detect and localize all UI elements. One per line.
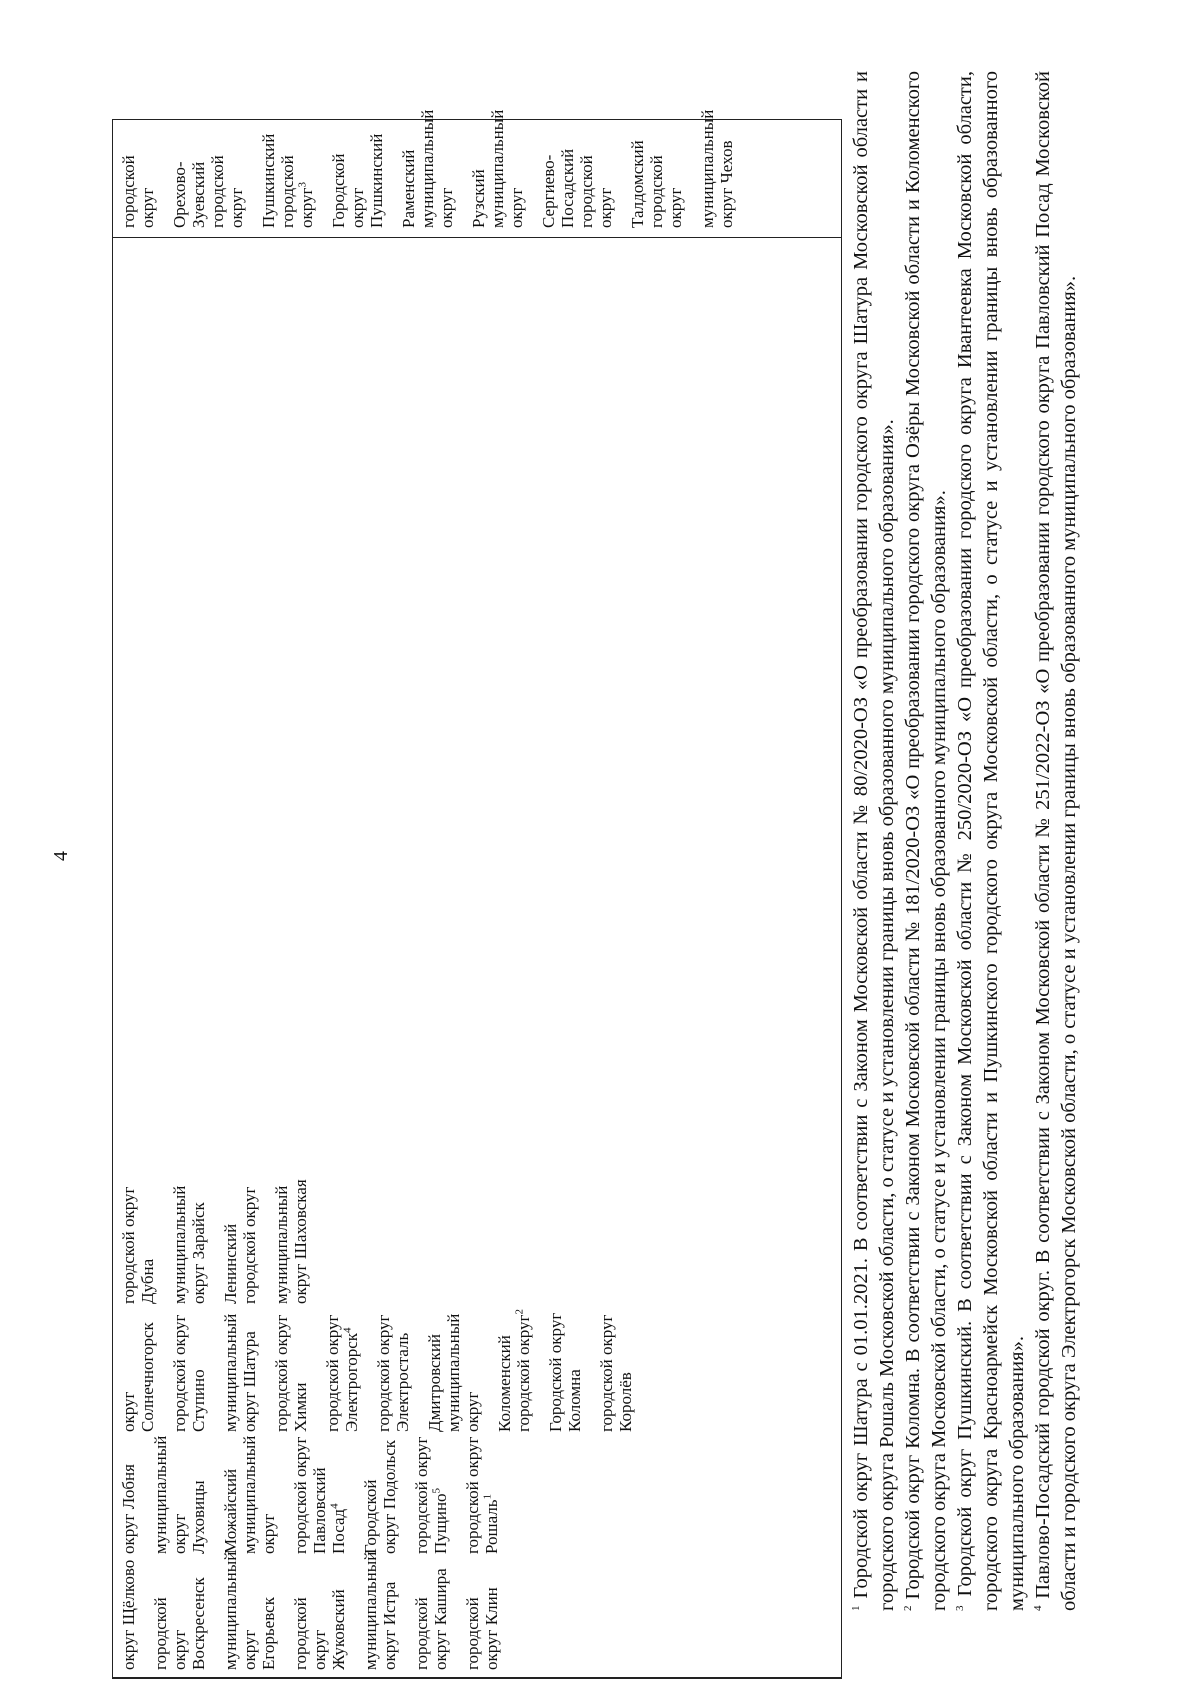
footnote-ref: 2 — [513, 1308, 526, 1315]
footnote-ref: 4 — [328, 1503, 341, 1509]
table-cell: городской округ Воскресенск — [151, 1577, 208, 1670]
table-cell: муниципальный округ Шаховская — [272, 1179, 310, 1304]
table-cell: городской округ Пущино$^5$ — [412, 1436, 450, 1554]
footnote-ref: 3 — [296, 181, 309, 188]
page-number: 4 — [50, 851, 72, 861]
table-cell: городской округ Электрогорск$^4$ — [323, 1314, 361, 1432]
table-cell: Можайский муниципальный округ — [221, 1435, 278, 1554]
table-cell: городской округ Клин — [463, 1587, 501, 1670]
table-cell: Орехово-Зуевский городской округ — [170, 155, 246, 228]
table-cell: муниципальный округ Егорьевск — [221, 1551, 278, 1670]
table-cell: городской округ Химки — [272, 1314, 310, 1432]
table-cell: округ Лобня — [119, 1464, 138, 1554]
table-cell: Городской округ Пушкинский — [329, 133, 386, 228]
footnote-ref: 1 — [481, 1493, 494, 1500]
table-cell: городской округ — [119, 155, 157, 228]
footnote-ref: 5 — [430, 1487, 443, 1494]
table-cell: городской округ Королёв — [597, 1314, 635, 1432]
table-cell: Городской округ Подольск — [361, 1439, 399, 1554]
table-cell: округ Щёлково — [119, 1559, 138, 1670]
table-cell: Ленинский городской округ — [221, 1186, 259, 1304]
table-cell: Дмитровский муниципальный округ — [425, 1313, 482, 1432]
table-divider — [113, 237, 841, 238]
table-cell: округ Солнечногорск — [119, 1322, 157, 1432]
footnote: $^3$ Городской округ Пушкинский. В соответствии с Законом Московской области № 250/2020-ОЗ «О преобразовании городского округа Ивантеевка Московской области, городского округа Красноармейск Московской области и Пушкинского городского округа Московской области, о статусе и установлении границы вновь образованного муниципального образования». — [954, 71, 1028, 1611]
table-cell: муниципальный округ Луховицы — [151, 1435, 208, 1554]
table-cell: городской округ Электросталь — [374, 1314, 412, 1432]
table-cell: муниципальный округ Истра — [361, 1551, 399, 1670]
table-cell: муниципальный округ Зарайск — [170, 1185, 208, 1304]
table-cell: городской округ Павловский Посад$^4$ — [291, 1436, 348, 1554]
table-cell: городской округ Рошаль$^1$ — [463, 1436, 501, 1554]
table-cell: городской округ Кашира — [412, 1568, 450, 1670]
table-cell: Пушкинский городской округ$^3$ — [259, 133, 316, 228]
footnotes — [848, 71, 1082, 1611]
table-column — [119, 1436, 514, 1554]
table-cell: городской округ Дубна — [119, 1186, 157, 1304]
table-cell: Рузский муниципальный округ — [469, 109, 526, 228]
table-column — [119, 1178, 323, 1304]
table-cell: Коломенский городской округ$^2$ — [495, 1308, 533, 1432]
districts-table — [112, 109, 842, 1679]
footnote: $^4$ Павлово-Посадский городской округ. В соответствии с Законом Московской области № 251/2022-ОЗ «О преобразовании городского округа Павловский Посад Московской области и городского округа Электрогорск Московской области, о статусе и установлении границы вновь образованного муниципального образования». — [1032, 71, 1080, 1611]
footnote: $^2$ Городской округ Коломна. В соответствии с Законом Московской области № 181/2020-ОЗ «О преобразовании городского округа Озёры Московской области и Коломенского городского округа Московской области, о статусе и установлении границы вновь образованного муниципального образования». — [902, 71, 950, 1611]
table-column — [119, 1308, 648, 1432]
table-cell: городской округ Жуковский — [291, 1589, 348, 1670]
table-cell: Талдомский городской округ — [628, 140, 685, 228]
table-cell: муниципальный округ Чехов — [698, 109, 736, 228]
table-cell: городской округ Ступино — [170, 1314, 208, 1432]
footnote: $^1$ Городской округ Шатура с 01.01.2021. В соответствии с Законом Московской области № 80/2020-ОЗ «О преобразовании городского округа Шатура Московской области и городского округа Рошаль Московской области, о статусе и установлении границы вновь образованного муниципального образования». — [850, 71, 898, 1611]
footnote-ref: 4 — [341, 1327, 354, 1333]
table-cell: муниципальный округ Шатура — [221, 1313, 259, 1432]
table-cell: Раменский муниципальный округ — [399, 109, 456, 228]
table-column — [119, 1551, 514, 1670]
table-divider — [113, 1677, 841, 1678]
table-cell: Сергиево-Посадский городской округ — [539, 148, 615, 228]
table-cell: Городской округ Коломна — [546, 1312, 584, 1432]
table-column — [119, 109, 749, 228]
